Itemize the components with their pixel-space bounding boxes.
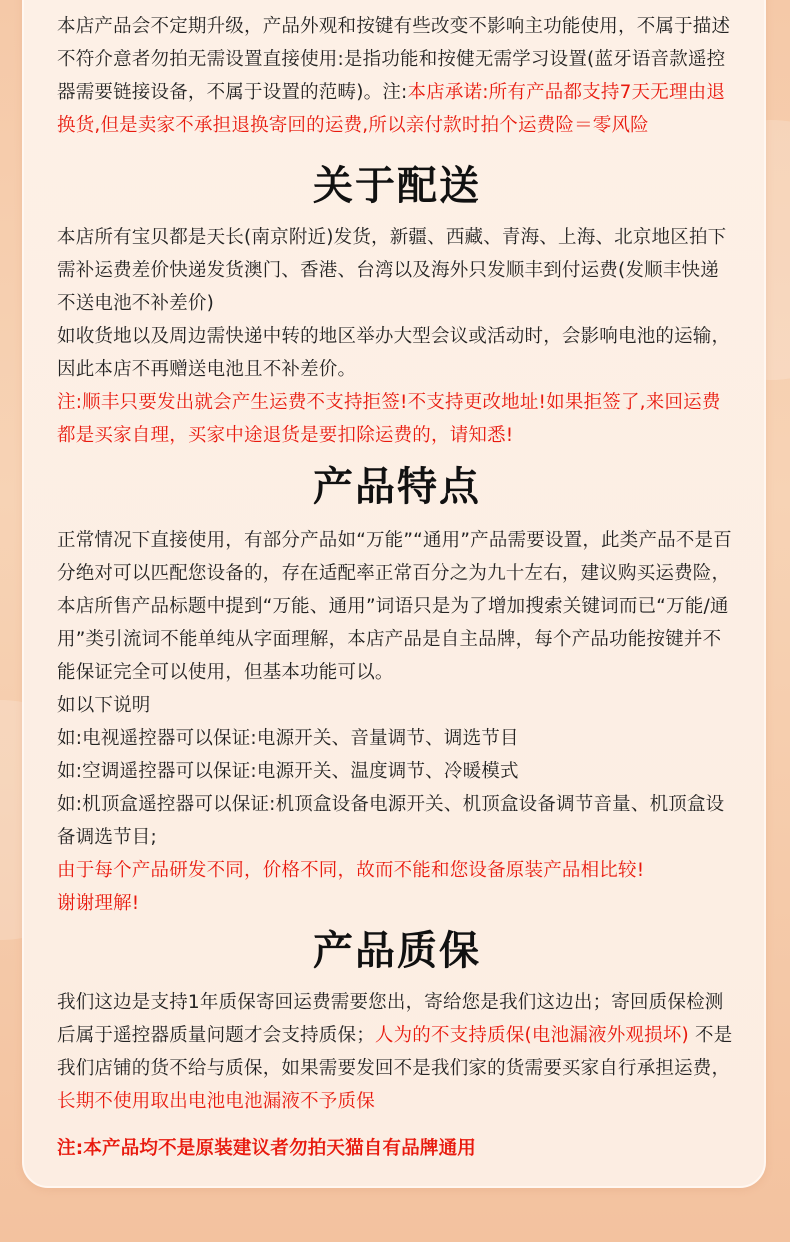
warranty-text-1: 我们这边是支持1年质保寄回运费需要您出，寄给您是我们这边出；寄回质保检测后属于遥控器质量问题才会支持质保； bbox=[57, 992, 724, 1046]
intro-text: 本店产品会不定期升级，产品外观和按键有些改变不影响主功能使用，不属于描述不符介意者勿拍无需设置直接使用:是指功能和按健无需学习设置(蓝牙语音款遥控器需要链接设备，不属于设置的范畴)。注: bbox=[57, 16, 731, 103]
section-title-warranty: 产品质保 bbox=[313, 928, 481, 974]
intro-paragraph bbox=[57, 10, 737, 142]
section-title-features: 产品特点 bbox=[313, 464, 481, 510]
features-red-note-1: 由于每个产品研发不同，价格不同，故而不能和您设备原装产品相比较! bbox=[57, 860, 645, 881]
features-paragraph-5: 如:机顶盒遥控器可以保证:机顶盒设备电源开关、机顶盒设备调节音量、机顶盒设备调选节目; bbox=[57, 794, 725, 848]
features-paragraph-3: 如:电视遥控器可以保证:电源开关、音量调节、调选节目 bbox=[57, 728, 519, 749]
features-red-note-2: 谢谢理解! bbox=[57, 893, 140, 914]
warranty-paragraph bbox=[57, 986, 737, 1118]
warranty-text-2: 不是我们店铺的货不给与质保，如果需要发回不是我们家的货需要买家自行承担运费， bbox=[57, 1025, 733, 1079]
warranty-red-2: 长期不使用取出电池电池漏液不予质保 bbox=[57, 1091, 375, 1112]
shipping-note-prefix: 注: bbox=[57, 392, 83, 413]
shipping-note-red: 顺丰只要发出就会产生运费不支持拒签!不支持更改地址!如果拒签了,来回运费都是买家自理，买家中途退货是要扣除运费的，请知悉! bbox=[57, 392, 721, 446]
features-paragraph-1: 正常情况下直接使用，有部分产品如“万能”“通用”产品需要设置，此类产品不是百分绝对可以匹配您设备的，存在适配率正常百分之为九十左右，建议购买运费险，本店所售产品标题中提到“万能、通用”词语只是为了增加搜索关键词而已“万能/通用”类引流词不能单纯从字面理解，本店产品是自主品牌，每个产品功能按键并不能保证完全可以使用，但基本功能可以。 bbox=[57, 530, 732, 683]
warranty-red-1: 人为的不支持质保(电池漏液外观损坏) bbox=[374, 1025, 689, 1046]
shipping-paragraph-1: 本店所有宝贝都是天长(南京附近)发货，新疆、西藏、青海、上海、北京地区拍下需补运费差价快递发货澳门、香港、台湾以及海外只发顺丰到付运费(发顺丰快递不送电池不补差价) bbox=[57, 227, 727, 314]
page-content bbox=[57, 0, 737, 1165]
features-paragraph-2: 如以下说明 bbox=[57, 695, 151, 716]
features-paragraph-4: 如:空调遥控器可以保证:电源开关、温度调节、冷暖模式 bbox=[57, 761, 519, 782]
shipping-note bbox=[57, 386, 737, 452]
section-title-shipping: 关于配送 bbox=[313, 163, 481, 209]
intro-red-text: 本店承诺:所有产品都支持7天无理由退换货,但是卖家不承担退换寄回的运费,所以亲付款时拍个运费险＝零风险 bbox=[57, 82, 726, 136]
footer-note: 注:本产品均不是原装建议者勿拍天猫自有品牌通用 bbox=[57, 1138, 477, 1159]
shipping-paragraph-2: 如收货地以及周边需快递中转的地区举办大型会议或活动时，会影响电池的运输，因此本店不再赠送电池且不补差价。 bbox=[57, 326, 731, 380]
